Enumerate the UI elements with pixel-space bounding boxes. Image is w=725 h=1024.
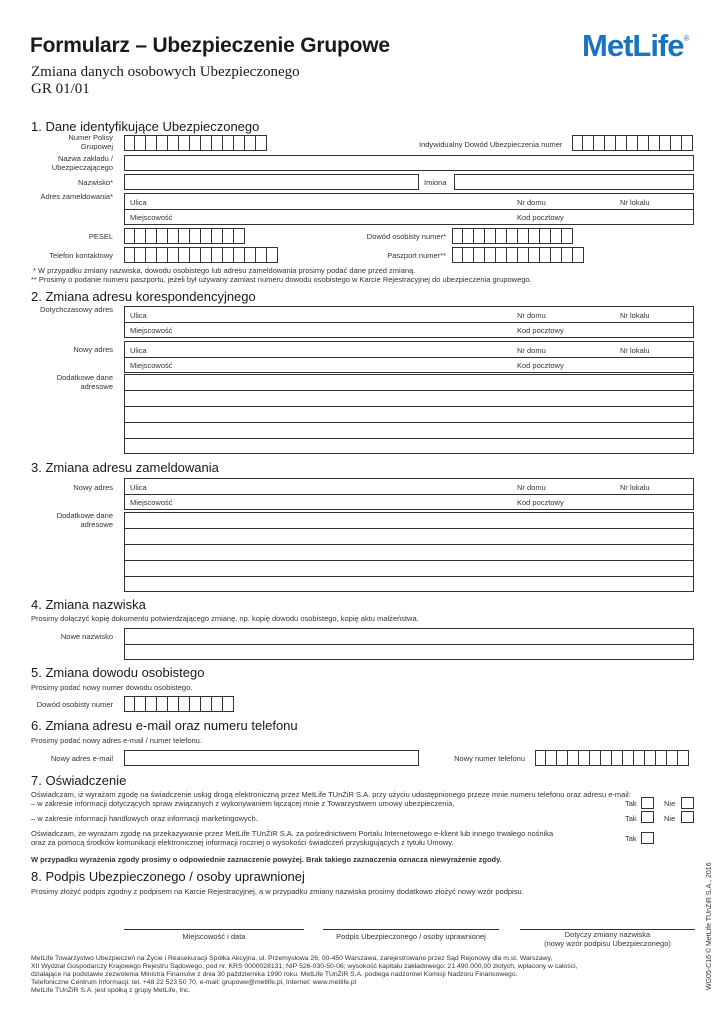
current-address-label: Dotychczasowy adres bbox=[40, 305, 113, 314]
house-label: Nr domu bbox=[517, 311, 546, 320]
place-date-label: Miejscowość i data bbox=[182, 932, 246, 941]
form-code: GR 01/01 bbox=[31, 81, 90, 97]
yes-label-2: Tak bbox=[625, 814, 637, 823]
no-label-2: Nie bbox=[664, 814, 676, 823]
section-5-info: Prosimy podać nowy numer dowodu osobistego. bbox=[31, 683, 193, 692]
side-copyright: WG05-C16 © MetLife TUnŻiR S.A., 2016 bbox=[706, 862, 713, 990]
section-1-title: 1. Dane identyfikujące Ubezpieczonego bbox=[31, 119, 260, 134]
footer-line-5: MetLife TUnŻiR S.A. jest spółką z grupy MetLife, Inc. bbox=[31, 987, 191, 994]
surname-field[interactable] bbox=[124, 174, 419, 190]
street-label: Ulica bbox=[130, 198, 147, 207]
new-signature-label-2: (nowy wzór podpisu Ubezpieczonego) bbox=[544, 939, 671, 948]
section-2-title: 2. Zmiana adresu korespondencyjnego bbox=[31, 289, 256, 304]
flat-label: Nr lokalu bbox=[620, 198, 650, 207]
statement-2-line-1: Oświadczam, że wyrażam zgodę na przekazywanie przez MetLife TUnŻiR S.A. za pośrednictwem Portalu Internetowego e-klient lub innego trwałego nośnika bbox=[31, 829, 554, 838]
logo-mark: ® bbox=[683, 34, 690, 43]
section-6-info: Prosimy podać nowy adres e-mail / numer telefonu. bbox=[31, 736, 202, 745]
new-phone-cells[interactable] bbox=[535, 750, 689, 766]
new-address-field[interactable] bbox=[124, 341, 694, 373]
footnote-2: ** Prosimy o podanie numeru paszportu, jeżeli był używany zamiast numeru dowodu osobistego w Karcie Rejestracyjnej do ubezpieczenia grupowego. bbox=[31, 275, 532, 284]
new-surname-field[interactable] bbox=[124, 628, 694, 660]
surname-label: Nazwisko* bbox=[77, 178, 113, 187]
section-5-title: 5. Zmiana dowodu osobistego bbox=[31, 665, 205, 680]
policy-number-cells[interactable] bbox=[124, 135, 267, 151]
footer-line-3: działające na podstawie zezwolenia Ministra Finansów z dnia 30 października 1990 roku. MetLife TUnŻiR S.A. podlega nadzorowi Komisji Nadzoru Finansowego. bbox=[31, 971, 518, 978]
consent-3-yes-checkbox[interactable] bbox=[641, 832, 654, 844]
names-label: Imiona bbox=[424, 178, 447, 187]
postcode-label: Kod pocztowy bbox=[517, 498, 564, 507]
footer-line-4: Telefoniczne Centrum Informacji: tel. +48 22 523 50 70, e-mail: grupowe@metlife.pl, Internet: www.metlife.pl bbox=[31, 979, 357, 986]
section-7-title: 7. Oświadczenie bbox=[31, 773, 127, 788]
passport-cells[interactable] bbox=[452, 247, 584, 263]
policy-number-label: Numer Polisy Grupowej bbox=[68, 133, 113, 151]
section-3-title: 3. Zmiana adresu zameldowania bbox=[31, 460, 219, 475]
place-date-line[interactable] bbox=[124, 929, 304, 930]
pesel-label: PESEL bbox=[88, 232, 113, 241]
phone-label: Telefon kontaktowy bbox=[49, 251, 113, 260]
consent-1-yes-checkbox[interactable] bbox=[641, 797, 654, 809]
flat-label: Nr lokalu bbox=[620, 311, 650, 320]
new-phone-label: Nowy numer telefonu bbox=[454, 754, 525, 763]
consent-2-yes-checkbox[interactable] bbox=[641, 811, 654, 823]
new-surname-label: Nowe nazwisko bbox=[60, 632, 113, 641]
yes-label-1: Tak bbox=[625, 799, 637, 808]
city-label: Miejscowość bbox=[130, 213, 173, 222]
section-6-title: 6. Zmiana adresu e-mail oraz numeru telefonu bbox=[31, 718, 298, 733]
new-idcard-cells[interactable] bbox=[124, 696, 234, 712]
section-8-info: Prosimy złożyć podpis zgodny z podpisem na Karcie Rejestracyjnej, a w przypadku zmiany nazwiska prosimy dodatkowo złożyć nowy wzór podpisu. bbox=[31, 887, 524, 896]
footer-line-1: MetLife Towarzystwo Ubezpieczeń na Życie i Reasekuracji Spółka Akcyjna, ul. Przemysłowa 26, 00-450 Warszawa, zarejestrowane przez Sąd Rejonowy dla m.st. Warszawy, bbox=[31, 955, 553, 962]
new-idcard-label: Dowód osobisty numer bbox=[36, 700, 113, 709]
flat-label: Nr lokalu bbox=[620, 483, 650, 492]
idcard-label: Dowód osobisty numer* bbox=[366, 232, 446, 241]
footer-line-2: XII Wydział Gospodarczy Krajowego Rejestru Sądowego, pod nr. KRS 0000028131; NIP 526-030-50-06; wysokość kapitału zakładowego: 21.490.000,00 złotych, wpłacony w całości, bbox=[31, 963, 578, 970]
house-label: Nr domu bbox=[517, 483, 546, 492]
house-label: Nr domu bbox=[517, 346, 546, 355]
house-label: Nr domu bbox=[517, 198, 546, 207]
consent-note: W przypadku wyrażenia zgody prosimy o odpowiednie zaznaczenie powyżej. Brak takiego zaznaczenia oznacza niewyrażenie zgody. bbox=[31, 855, 502, 864]
phone-cells[interactable] bbox=[124, 247, 278, 263]
extra-address-field[interactable] bbox=[124, 374, 694, 454]
statement-1-item-a: – w zakresie informacji dotyczących spraw związanych z wykonywaniem łączącej mnie z Towarzystwem umowy ubezpieczenia, bbox=[31, 799, 455, 808]
statement-1-intro: Oświadczam, iż wyrażam zgodę na świadczenie usług drogą elektroniczną przez MetLife TUnŻiR S.A. przy użyciu udostępnionego przeze mnie numeru telefonu oraz adresu e-mail: bbox=[31, 790, 631, 799]
consent-2-no-checkbox[interactable] bbox=[681, 811, 694, 823]
idcard-cells[interactable] bbox=[452, 228, 573, 244]
new-email-field[interactable] bbox=[124, 750, 419, 766]
address-field[interactable] bbox=[124, 193, 694, 225]
extra-address-label: Dodatkowe dane adresowe bbox=[56, 373, 113, 391]
new-address-label: Nowy adres bbox=[73, 345, 113, 354]
pesel-cells[interactable] bbox=[124, 228, 245, 244]
workplace-field[interactable] bbox=[124, 155, 694, 171]
individual-cert-label: Indywidualny Dowód Ubezpieczenia numer bbox=[419, 140, 563, 149]
city-label: Miejscowość bbox=[130, 326, 173, 335]
street-label: Ulica bbox=[130, 346, 147, 355]
logo-text: MetLife bbox=[582, 28, 684, 63]
postcode-label: Kod pocztowy bbox=[517, 213, 564, 222]
new-registered-address-field[interactable] bbox=[124, 478, 694, 510]
individual-cert-cells[interactable] bbox=[572, 135, 693, 151]
flat-label: Nr lokalu bbox=[620, 346, 650, 355]
postcode-label: Kod pocztowy bbox=[517, 361, 564, 370]
consent-1-no-checkbox[interactable] bbox=[681, 797, 694, 809]
section-4-title: 4. Zmiana nazwiska bbox=[31, 597, 146, 612]
workplace-label: Nazwa zakładu / Ubezpieczającego bbox=[51, 154, 113, 172]
street-label: Ulica bbox=[130, 483, 147, 492]
signature-label: Podpis Ubezpieczonego / osoby uprawnionej bbox=[336, 932, 486, 941]
new-registered-address-label: Nowy adres bbox=[73, 483, 113, 492]
extra-registered-label: Dodatkowe dane adresowe bbox=[56, 511, 113, 529]
new-signature-label-1: Dotyczy zmiany nazwiska bbox=[564, 930, 651, 939]
yes-label-3: Tak bbox=[625, 834, 637, 843]
city-label: Miejscowość bbox=[130, 498, 173, 507]
footnote-1: * W przypadku zmiany nazwiska, dowodu osobistego lub adresu zameldowania prosimy podać dane przed zmianą. bbox=[33, 266, 416, 275]
new-email-label: Nowy adres e-mail bbox=[50, 754, 113, 763]
postcode-label: Kod pocztowy bbox=[517, 326, 564, 335]
city-label: Miejscowość bbox=[130, 361, 173, 370]
statement-1-item-b: – w zakresie informacji handlowych oraz informacji marketingowych. bbox=[31, 814, 258, 823]
page-subtitle: Zmiana danych osobowych Ubezpieczonego bbox=[31, 64, 300, 80]
passport-label: Paszport numer** bbox=[387, 251, 446, 260]
address-label: Adres zameldowania* bbox=[40, 192, 113, 201]
statement-2-line-2: oraz za pomocą środków komunikacji elektronicznej informacji rocznej o wysokości świadczeń przysługujących z tytułu Umowy. bbox=[31, 838, 454, 847]
section-8-title: 8. Podpis Ubezpieczonego / osoby uprawnionej bbox=[31, 869, 305, 884]
section-4-info: Prosimy dołączyć kopię dokumentu potwierdzającego zmianę, np. kopię dowodu osobistego, kopię aktu małżeństwa. bbox=[31, 614, 419, 623]
signature-line[interactable] bbox=[323, 929, 499, 930]
extra-registered-field[interactable] bbox=[124, 512, 694, 592]
street-label: Ulica bbox=[130, 311, 147, 320]
page-title: Formularz – Ubezpieczenie Grupowe bbox=[30, 34, 390, 57]
no-label-1: Nie bbox=[664, 799, 676, 808]
current-address-field[interactable] bbox=[124, 306, 694, 338]
names-field[interactable] bbox=[454, 174, 694, 190]
metlife-logo bbox=[582, 28, 689, 64]
